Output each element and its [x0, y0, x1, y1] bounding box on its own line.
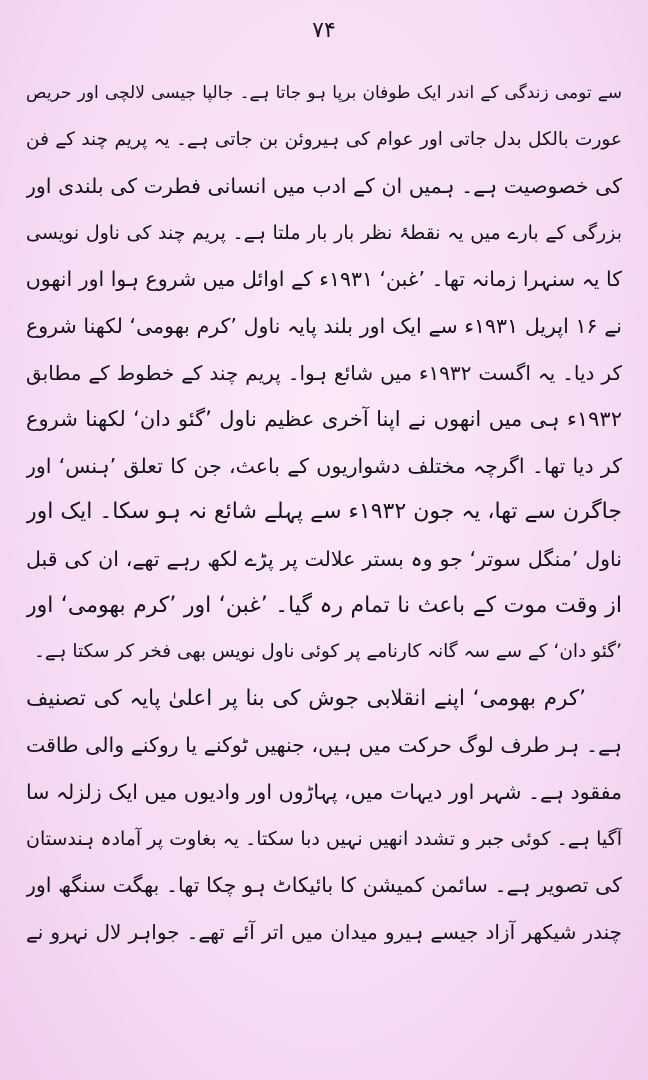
text-line-11: ناول ’منگل سوتر‘ جو وہ بستر علالت پر پڑے لکھ رہے تھے، ان کی قبل [26, 546, 622, 571]
text-line-13: ’گئو دان‘ کے سے سہ گانہ کارنامے پر کوئی ناول نویس بھی فخر کر سکتا ہے۔ [33, 641, 622, 663]
text-line-5: کا یہ سنہرا زمانہ تھا۔ ’غبن‘ ۱۹۳۱ء کے اوائل میں شروع ہوا اور انھوں [26, 267, 622, 292]
text-line-3: کی خصوصیت ہے۔ ہمیں ان کے ادب میں انسانی فطرت کی بلندی اور [26, 174, 622, 199]
text-line-2: عورت بالکل بدل جاتی اور عوام کی ہیروئن بن جاتی ہے۔ یہ پریم چند کے فن [26, 128, 622, 150]
body-text [26, 70, 622, 955]
text-line-8: ۱۹۳۲ء ہی میں انھوں نے اپنا آخری عظیم ناول ’گئو دان‘ لکھنا شروع [26, 407, 622, 432]
text-line-16: مفقود ہے۔ شہر اور دیہات میں، پہاڑوں اور وادیوں میں ایک زلزلہ سا [26, 779, 622, 804]
text-line-15: ہے۔ ہر طرف لوگ حرکت میں ہیں، جنھیں ٹوکنے یا روکنے والی طاقت [26, 733, 622, 758]
text-line-7: کر دیا۔ یہ اگست ۱۹۳۲ء میں شائع ہوا۔ پریم چند کے خطوط کے مطابق [26, 360, 622, 385]
text-line-12: از وقت موت کے باعث نا تمام رہ گیا۔ ’غبن‘ اور ’کرم بھومی‘ اور [26, 592, 622, 618]
text-line-14: ’کرم بھومی‘ اپنے انقلابی جوش کی بنا پر اعلیٰ پایہ کی تصنیف [26, 685, 586, 711]
text-line-4: بزرگی کے بارے میں یہ نقطۂ نظر بار بار ملتا ہے۔ پریم چند کی ناول نویسی [26, 221, 622, 244]
text-line-1: سے تومی زندگی کے اندر ایک طوفان برپا ہو جاتا ہے۔ جالپا جیسی لالچی اور حریص [26, 83, 622, 103]
text-line-18: کی تصویر ہے۔ سائمن کمیشن کا بائیکاٹ ہو چکا تھا۔ بھگت سنگھ اور [26, 873, 622, 898]
text-line-6: نے ۱۶ اپریل ۱۹۳۱ء سے ایک اور بلند پایہ ناول ’کرم بھومی‘ لکھنا شروع [26, 313, 622, 338]
text-line-17: آگیا ہے۔ کوئی جبر و تشدد انھیں نہیں دبا سکتا۔ یہ بغاوت پر آمادہ ہندستان [26, 827, 622, 850]
text-line-9: کر دیا تھا۔ اگرچہ مختلف دشواریوں کے باعث، جن کا تعلق ’ہنس‘ اور [26, 453, 622, 478]
page-number: ۷۴ [312, 18, 336, 43]
text-line-19: چندر شیکھر آزاد جیسے ہیرو میدان میں اتر آئے تھے۔ جواہر لال نہرو نے [26, 919, 622, 944]
text-line-10: جاگرن سے تھا، یہ جون ۱۹۳۲ء سے پہلے شائع نہ ہو سکا۔ ایک اور [26, 499, 622, 525]
